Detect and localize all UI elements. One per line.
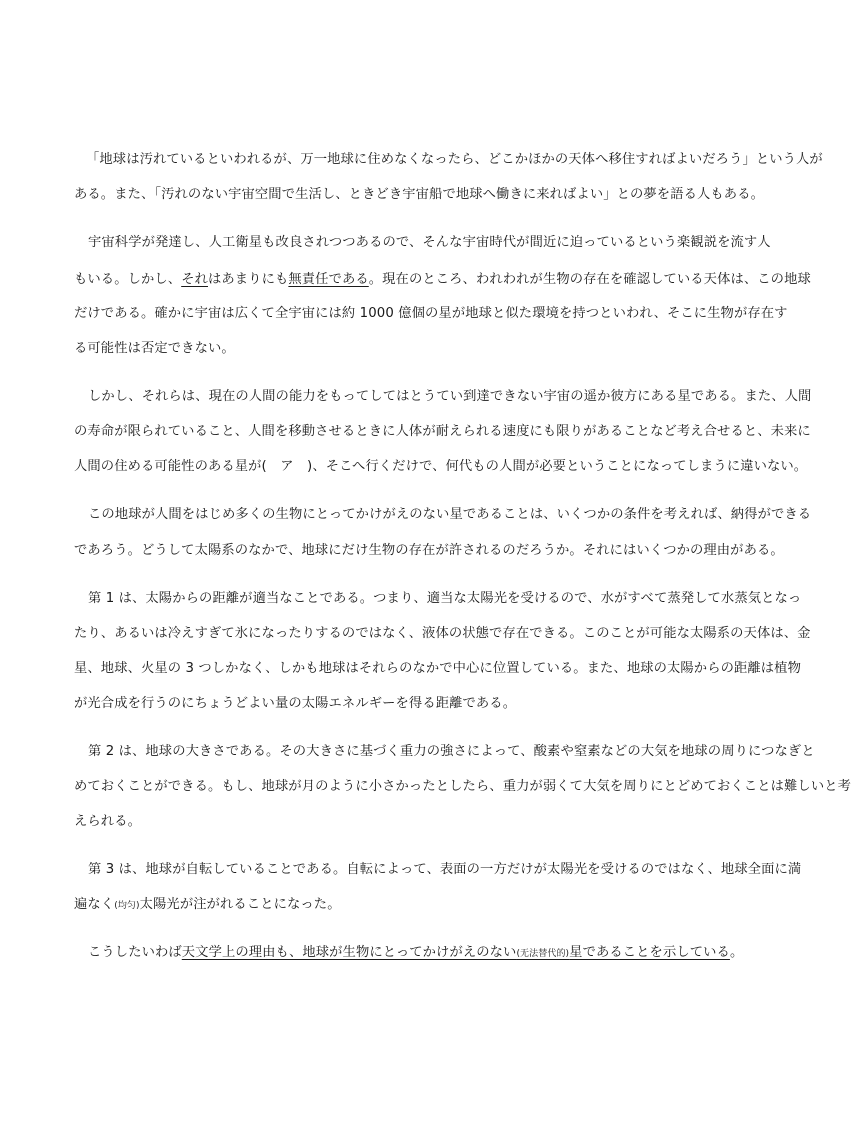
p3-line-3: 人間の住める可能性のある星が( ア )、そこへ行くだけで、何代もの人間が必要ということになってしまうに違いない。 [74, 459, 808, 474]
p2-line-1: 宇宙科学が発達し、人工衛星も改良されつつあるので、そんな宇宙時代が間近に迫っているという楽観説を流す人 [88, 235, 771, 250]
underlined-musekinin: 無責任である [288, 272, 369, 287]
p2-line-2 [74, 272, 811, 288]
p3-line-1: しかし、それらは、現在の人間の能力をもってしてはとうてい到達できない宇宙の遥か彼方にある星である。また、人間 [88, 389, 812, 404]
p8-line-1 [88, 945, 744, 962]
p1-line-2: ある。また、「汚れのない宇宙空間で生活し、ときどき宇宙船で地球へ働きに来ればよい」との夢を語る人もある。 [74, 187, 764, 202]
underlined-hoshi: 星であることを示している [569, 945, 730, 960]
p4-line-2: であろう。どうして太陽系のなかで、地球にだけ生物の存在が許されるのだろうか。それにはいくつかの理由がある。 [74, 543, 784, 558]
p2-line-2-text-b: はあまりにも [207, 272, 289, 287]
p5-line-4: が光合成を行うのにちょうどよい量の太陽エネルギーを得る距離である。 [74, 696, 517, 711]
underlined-sore: それ [181, 272, 208, 287]
p7-line-1: 第 3 は、地球が自転していることである。自転によって、表面の一方だけが太陽光を受けるのではなく、地球全面に満 [88, 862, 802, 877]
p7-line-2-text-b: 太陽光が注がれることになった。 [139, 897, 341, 912]
p3-line-2: の寿命が限られていること、人間を移動させるときに人体が耐えられる速度にも限りがあることなど考え合せると、未来に [74, 424, 811, 439]
p8-text-a: こうしたいわば [88, 945, 182, 960]
p2-line-2-text-a: もいる。しかし、 [74, 272, 182, 287]
p6-line-2: めておくことができる。もし、地球が月のように小さかったとしたら、重力が弱くて大気を周りにとどめておくことは難しいと考 [74, 779, 851, 794]
gloss-note-wufa: (无法替代的) [516, 949, 570, 959]
p5-line-1: 第 1 は、太陽からの距離が適当なことである。つまり、適当な太陽光を受けるので、水がすべて蒸発して水蒸気となっ [88, 591, 802, 606]
gloss-note-junyun: (均匀) [114, 901, 140, 911]
p2-line-3: だけである。確かに宇宙は広くて全宇宙には約 1000 億個の星が地球と似た環境を持つといわれ、そこに生物が存在す [74, 306, 788, 321]
p8-text-b: 。 [729, 945, 744, 960]
p2-line-4: る可能性は否定できない。 [74, 341, 235, 356]
p4-line-1: この地球が人間をはじめ多くの生物にとってかけがえのない星であることは、いくつかの条件を考えれば、納得ができる [88, 507, 812, 522]
underlined-tenmongaku: 天文学上の理由も、地球が生物にとってかけがえのない [181, 945, 517, 960]
p6-line-1: 第 2 は、地球の大きさである。その大きさに基づく重力の強さによって、酸素や窒素などの大気を地球の周りにつなぎと [88, 744, 815, 759]
p7-line-2 [74, 897, 726, 914]
p6-line-3: えられる。 [74, 814, 141, 829]
p1-line-1: 「地球は汚れているといわれるが、万一地球に住めなくなったら、どこかほかの天体へ移住すればよいだろう」という人が [86, 152, 823, 167]
p5-line-2: たり、あるいは冷えすぎて氷になったりするのではなく、液体の状態で存在できる。このことが可能な太陽系の天体は、金 [74, 626, 811, 641]
p5-line-3: 星、地球、火星の 3 つしかなく、しかも地球はそれらのなかで中心に位置している。また、地球の太陽からの距離は植物 [74, 661, 801, 676]
p2-line-2-text-c: 。現在のところ、われわれが生物の存在を確認している天体は、この地球 [368, 272, 811, 287]
p7-line-2-text-a: 遍なく [74, 897, 115, 912]
